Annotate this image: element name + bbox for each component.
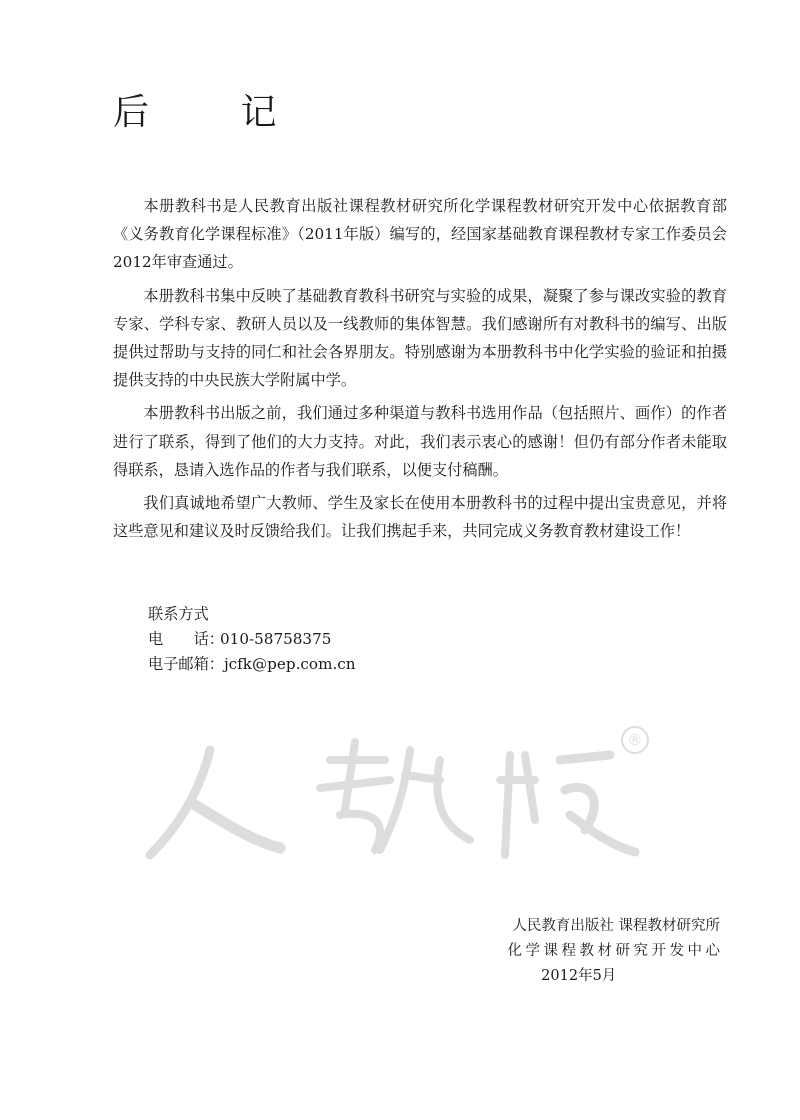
phone-label: 电 话： [148, 630, 224, 648]
paragraph: 本册教科书集中反映了基础教育教科书研究与实验的成果，凝聚了参与课改实验的教育专家、学科专家、教研人员以及一线教师的集体智慧。我们感谢所有对教科书的编写、出版提供过帮助与支持的同仁和社会各界朋友。特别感谢为本册教科书中化学实验的验证和拍摄提供支持的中央民族大学附属中学。 [113, 286, 727, 390]
contact-heading: 联系方式 [148, 605, 209, 623]
signature-org-line2: 化学课程教材研究开发中心 [507, 943, 724, 959]
publisher-watermark-logo [140, 720, 660, 870]
paragraph: 本册教科书是人民教育出版社课程教材研究所化学课程教材研究开发中心依据教育部《义务教育化学课程标准》（2011年版）编写的，经国家基础教育课程教材专家工作委员会2012年审查通过。 [113, 197, 727, 272]
signature-block [507, 914, 724, 989]
phone-value: 010-58758375 [220, 630, 332, 648]
email-value[interactable]: jcfk@pep.com.cn [223, 655, 356, 673]
registered-mark: ® [627, 731, 643, 749]
afterword-body [113, 192, 727, 550]
page-title: 后 记 [113, 92, 317, 133]
email-label: 电子邮箱： [148, 655, 224, 673]
paragraph: 我们真诚地希望广大教师、学生及家长在使用本册教科书的过程中提出宝贵意见，并将这些意见和建议及时反馈给我们。让我们携起手来，共同完成义务教育教材建设工作！ [113, 494, 727, 541]
signature-date: 2012年5月 [541, 968, 617, 984]
contact-phone-row [148, 627, 356, 652]
contact-email-row [148, 652, 356, 677]
contact-info [148, 602, 356, 677]
paragraph: 本册教科书出版之前，我们通过多种渠道与教科书选用作品（包括照片、画作）的作者进行了联系，得到了他们的大力支持。对此，我们表示衷心的感谢！但仍有部分作者未能取得联系，恳请入选作品的作者与我们联系，以便支付稿酬。 [113, 404, 727, 479]
signature-org-line1: 人民教育出版社 课程教材研究所 [512, 918, 720, 934]
